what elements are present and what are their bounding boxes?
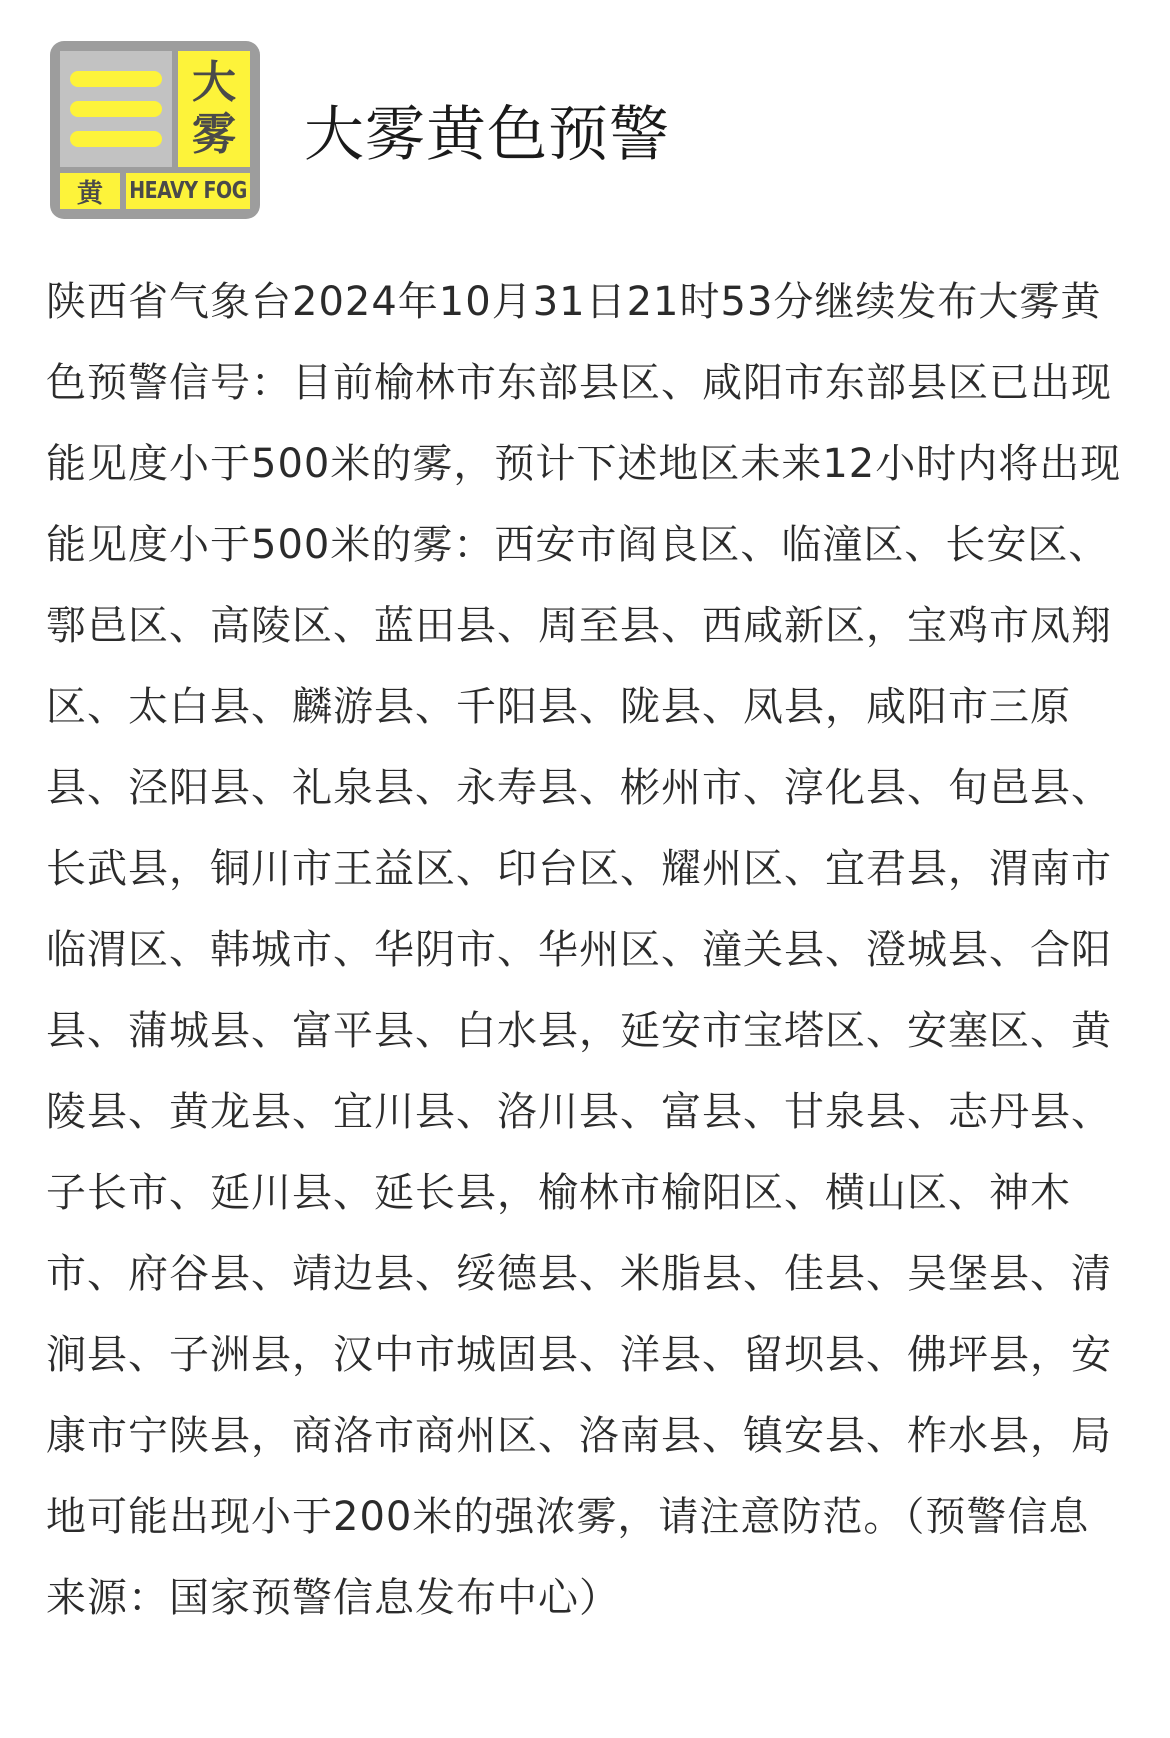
header — [50, 40, 670, 220]
heavy-fog-yellow-warning-icon — [50, 41, 260, 219]
badge-char-2: 雾 — [192, 109, 236, 160]
badge-english: HEAVY FOG — [129, 177, 247, 205]
fog-bar — [70, 71, 162, 87]
fog-bar — [70, 131, 162, 147]
page-title: 大雾黄色预警 — [304, 100, 670, 170]
badge-english-box — [126, 173, 250, 209]
badge-title-box — [178, 51, 250, 167]
badge-level: 黄 — [76, 178, 103, 209]
badge-char-1: 大 — [192, 57, 236, 108]
badge-level-box — [60, 173, 120, 209]
warning-text: 陕西省气象台2024年10月31日21时53分继续发布大雾黄色预警信号：目前榆林市东部县区、咸阳市东部县区已出现能见度小于500米的雾，预计下述地区未来12小时内将出现能见度小于500米的雾：西安市阎良区、临潼区、长安区、鄠邑区、高陵区、蓝田县、周至县、西咸新区，宝鸡市凤翔区、太白县、麟游县、千阳县、陇县、凤县，咸阳市三原县、泾阳县、礼泉县、永寿县、彬州市、淳化县、旬邑县、长武县，铜川市王益区、印台区、耀州区、宜君县，渭南市临渭区、韩城市、华阴市、华州区、潼关县、澄城县、合阳县、蒲城县、富平县、白水县，延安市宝塔区、安塞区、黄陵县、黄龙县、宜川县、洛川县、富县、甘泉县、志丹县、子长市、延川县、延长县，榆林市榆阳区、横山区、神木市、府谷县、靖边县、绥德县、米脂县、佳县、吴堡县、清涧县、子洲县，汉中市城固县、洋县、留坝县、佛坪县，安康市宁陕县，商洛市商州区、洛南县、镇安县、柞水县，局地可能出现小于200米的强浓雾，请注意防范。（预警信息来源：国家预警信息发布中心） — [46, 279, 1122, 1621]
fog-bar — [70, 101, 162, 117]
fog-bars — [60, 51, 172, 167]
